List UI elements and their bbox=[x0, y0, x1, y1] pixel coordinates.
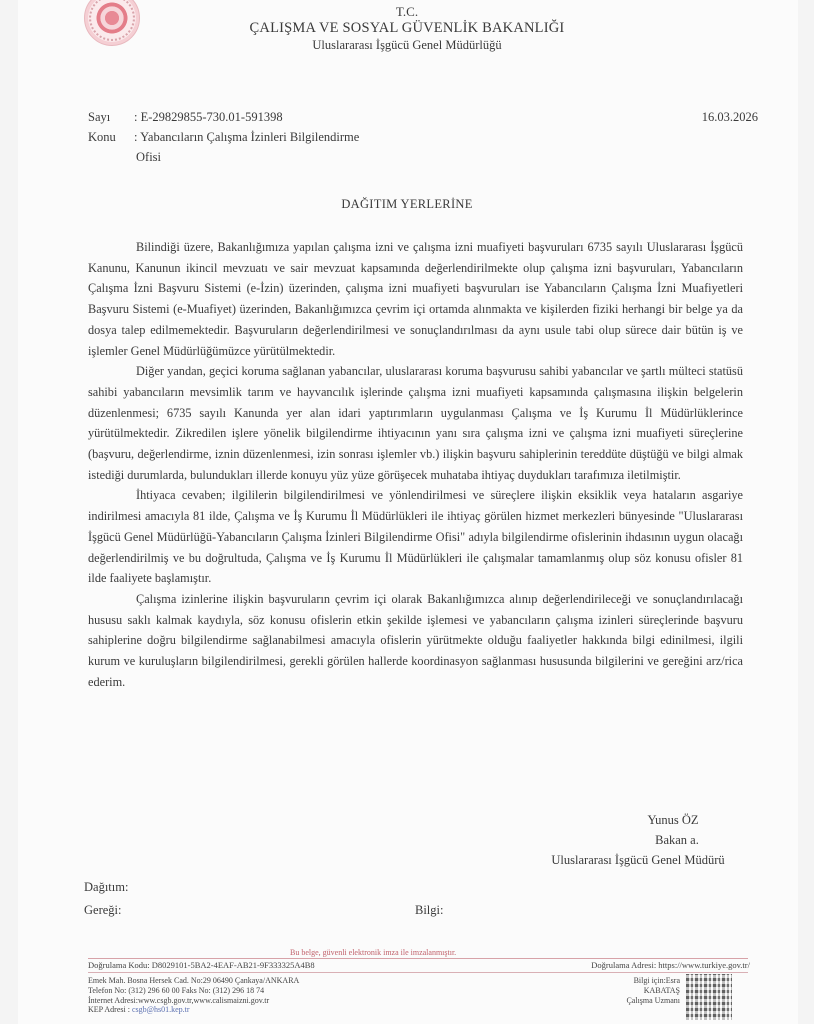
paragraph: Bilindiği üzere, Bakanlığımıza yapılan çalışma izni ve çalışma izni muafiyeti başvuruları 6735 sayılı Uluslararası İşgücü Kanunu, Kanunun ikincil mevzuatı ve sair mevzuat kapsamında değerlendirilmekte olup çalışma izni başvuruları, Yabancıların Çalışma İzni Başvuru Sistemi (e-İzin) üzerinden, çalışma izni muafiyeti başvuruları ise Yabancıların Çalışma İzni Muafiyetleri Başvuru Sistemi (e-Muafiyet) üzerinden, Bakanlığımızca çevrim içi ortamda alınmakta ve kişilerden fiziki herhangi bir belge ya da dosya talep edilmemektedir. Başvuruların değerlendirilmesi ve sonuçlandırılması da aynı usule tabi olup sürece dair bütün iş ve işlemler Genel Müdürlüğümüzce yürütülmektedir. bbox=[88, 240, 743, 358]
sayi-label: Sayı bbox=[88, 110, 111, 124]
verification-address[interactable]: Doğrulama Adresi: https://www.turkiye.gov.tr/ bbox=[591, 960, 750, 970]
signature-block bbox=[528, 810, 748, 870]
document-date: 16.03.2026 bbox=[701, 110, 758, 124]
esign-note: Bu belge, güvenli elektronik imza ile imzalanmıştır. bbox=[290, 948, 457, 957]
letter-body bbox=[88, 237, 743, 692]
konu-label: Konu bbox=[88, 130, 116, 144]
ministry-name: ÇALIŞMA VE SOSYAL GÜVENLİK BAKANLIĞI bbox=[249, 20, 565, 36]
verification-code: Doğrulama Kodu: D8029101-5BA2-4EAF-AB21-9F333325A4B8 bbox=[88, 960, 315, 970]
kep-line bbox=[88, 1005, 299, 1015]
reference-number bbox=[88, 110, 283, 125]
addressee-title: DAĞITIM YERLERİNE bbox=[341, 197, 473, 211]
action-label: Gereği: bbox=[84, 903, 122, 917]
qr-code-icon bbox=[686, 974, 732, 1020]
divider bbox=[88, 958, 748, 959]
department-name: Uluslararası İşgücü Genel Müdürlüğü bbox=[312, 38, 502, 52]
signer-name: Yunus ÖZ bbox=[647, 813, 699, 827]
kep-link[interactable]: csgb@hs01.kep.tr bbox=[131, 1005, 190, 1015]
subject bbox=[88, 130, 359, 145]
paragraph: Diğer yandan, geçici koruma sağlanan yabancılar, uluslararası koruma başvurusu sahibi yabancılar ve şartlı mülteci statüsü sahibi yabancıların mevsimlik tarım ve hayvancılık işlerinde çalışma izni muafiyeti kapsamında çalışmasına ilişkin belgelerin düzenlenmesi; 6735 sayılı Kanunda yer alan idari yaptırımların uygulanması Çalışma ve İş Kurumu İl Müdürlüklerince yürütülmektedir. Zikredilen işlere yönelik bilgilendirme ihtiyacının yanı sıra çalışma izni ve çalışma izni muafiyeti süreçlerine (başvuru, değerlendirme, iznin düzenlenmesi, izin sonrası işlemler vb.) ilişkin başvuru sahiplerinin tereddüte düştüğü ve bilgi almak istediği durumlarda, bulundukları illerde konuyu yüz yüze görüşecek muhataba ihtiyaç duydukları tarafımıza iletilmiştir. bbox=[88, 364, 743, 482]
contact-info bbox=[600, 976, 680, 1005]
signer-title: Uluslararası İşgücü Genel Müdürü bbox=[551, 853, 725, 867]
konu-value: : Yabancıların Çalışma İzinleri Bilgilendirme bbox=[134, 130, 360, 144]
divider bbox=[88, 972, 748, 973]
signer-on-behalf: Bakan a. bbox=[655, 833, 699, 847]
web-line[interactable]: İnternet Adresi:www.csgb.gov.tr,www.calismaizni.gov.tr bbox=[88, 995, 270, 1005]
distribution-label: Dağıtım: bbox=[84, 880, 129, 894]
address-line: Emek Mah. Bosna Hersek Cad. No:29 06490 Çankaya/ANKARA bbox=[88, 976, 300, 985]
contact-title: Çalışma Uzmanı bbox=[626, 995, 680, 1005]
phone-line: Telefon No: (312) 296 60 00 Faks No: (312) 296 18 74 bbox=[88, 985, 265, 995]
header-tc: T.C. bbox=[395, 4, 419, 19]
contact-person: Bilgi için:Esra KABATAŞ bbox=[633, 976, 680, 995]
subject-continued: Ofisi bbox=[136, 150, 161, 164]
paragraph: İhtiyaca cevaben; ilgililerin bilgilendirilmesi ve yönlendirilmesi ve süreçlere ilişkin eksiklik veya hataların asgariye indirilmesi amacıyla 81 ilde, Çalışma ve İş Kurumu İl Müdürlükleri ile ihtiyaç görülen hizmet merkezleri bünyesinde "Uluslararası İşgücü Genel Müdürlüğü-Yabancıların Çalışma İzinleri Bilgilendirme Ofisi" adıyla bilgilendirme ofislerinin ihdasının uygun olacağı değerlendirilmiş ve bu doğrultuda, Çalışma ve İş Kurumu İl Müdürlükleri ile çalışmalar tamamlanmış olup söz konusu ofisler 81 ilde faaliyete başlamıştır. bbox=[88, 488, 743, 586]
kep-label: KEP Adresi : bbox=[88, 1005, 132, 1015]
sayi-value: : E-29829855-730.01-591398 bbox=[134, 110, 283, 124]
footer-address bbox=[88, 976, 299, 1015]
paragraph: Çalışma izinlerine ilişkin başvuruların çevrim içi olarak Bakanlığımızca alınıp değerlendirileceği ve sonuçlandırılacağı hususu saklı kalmak kaydıyla, söz konusu ofislerin etkin şekilde işlemesi ve yabancıların çalışma izinleri süreçlerinde başvuru sahiplerine doğru bilgilendirme sağlanabilmesi amacıyla ofislerin yürütmekte olduğu faaliyetler hakkında bilgi edinilmesi, ilgili kurum ve kuruluşların bilgilendirilmesi, gerekli görülen hallerde koordinasyon sağlanması hususunda bilgilerini ve gereğini arz/rica ederim. bbox=[88, 591, 743, 689]
info-label: Bilgi: bbox=[415, 903, 444, 917]
